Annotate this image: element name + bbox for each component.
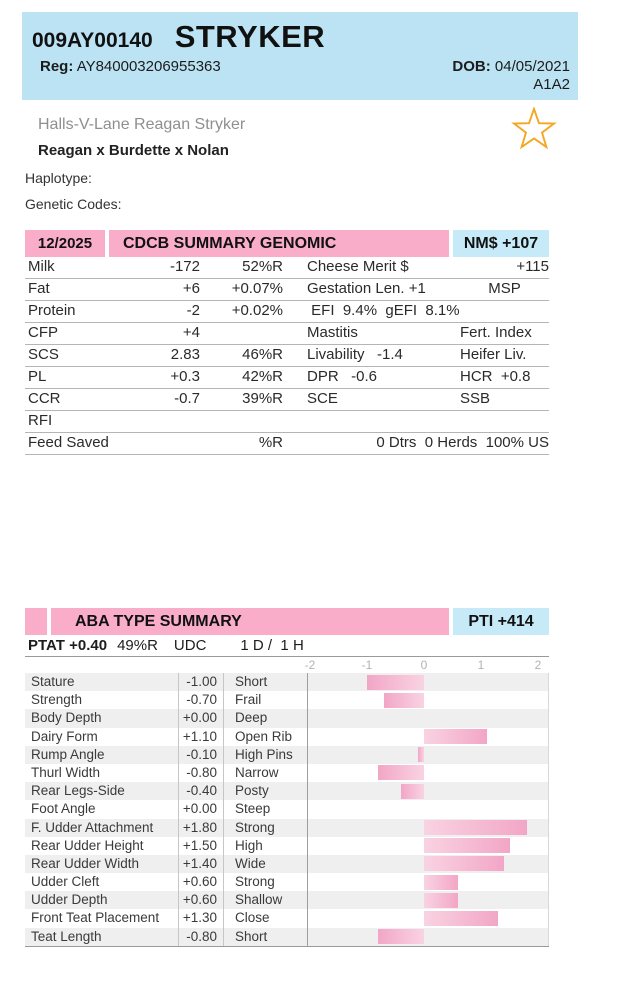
type-trait-chart-cell: [308, 764, 549, 782]
dob-value: 04/05/2021: [494, 58, 570, 75]
ptat-reliability: 49%R: [117, 637, 158, 654]
cdcb-trait-value: -0.7: [174, 390, 200, 407]
type-trait-descriptor: Close: [223, 909, 308, 927]
reg-value: AY840003206955363: [76, 58, 221, 75]
reg-label: Reg:: [40, 58, 74, 75]
cdcb-trait-label: CFP: [28, 324, 58, 341]
type-trait-row: [25, 782, 549, 800]
cdcb-table-row: [25, 411, 549, 433]
type-trait-row: [25, 691, 549, 709]
naab-code: 009AY00140: [32, 29, 153, 52]
type-trait-bar: [401, 784, 424, 799]
type-trait-row: [25, 800, 549, 818]
cdcb-trait-reliability: [200, 411, 283, 432]
cdcb-trait-value: [120, 411, 200, 432]
type-trait-descriptor: Strong: [223, 819, 308, 837]
type-trait-name: Udder Cleft: [25, 873, 179, 891]
cdcb-trait-label: RFI: [28, 412, 53, 429]
type-trait-descriptor: Frail: [223, 691, 308, 709]
axis-tick-label: -2: [304, 658, 316, 672]
type-trait-chart-cell: [308, 709, 549, 727]
type-trait-chart-cell: [308, 855, 549, 873]
type-trait-name: Rear Udder Height: [25, 837, 179, 855]
cdcb-right-cell: [460, 411, 549, 432]
haplotype-label: Haplotype:: [25, 170, 92, 186]
axis-tick-label: 1: [477, 658, 485, 672]
type-trait-value: +0.00: [182, 710, 217, 726]
type-trait-row: [25, 764, 549, 782]
type-trait-value: -0.40: [186, 783, 217, 799]
type-trait-chart-cell: [308, 746, 549, 764]
type-trait-row: [25, 909, 549, 927]
cdcb-secondary-trait: DPR -0.6: [307, 368, 378, 385]
cdcb-trait-reliability: 42%R: [242, 368, 283, 385]
identity-header: [22, 12, 578, 100]
type-trait-descriptor: Short: [223, 928, 308, 946]
type-trait-bar: [424, 820, 527, 835]
type-trait-value: +1.10: [182, 728, 217, 744]
date-of-birth: [452, 58, 570, 75]
type-trait-row: [25, 891, 549, 909]
type-trait-name: Rear Udder Width: [25, 855, 179, 873]
chart-axis: [25, 656, 549, 673]
cdcb-secondary-trait: [283, 411, 460, 432]
type-trait-bar: [384, 693, 424, 708]
cdcb-right-value: MSP: [488, 280, 521, 297]
cdcb-trait-value: +6: [182, 280, 200, 297]
cdcb-right-cell: [460, 345, 549, 366]
type-trait-chart-cell: [308, 928, 549, 946]
cdcb-right-value: Heifer Liv.: [460, 346, 527, 363]
type-trait-bar: [424, 856, 504, 871]
type-trait-name: Thurl Width: [25, 764, 179, 782]
cdcb-right-cell: [460, 257, 549, 278]
cdcb-trait-reliability: 39%R: [242, 390, 283, 407]
type-trait-value: +1.50: [182, 837, 217, 853]
type-trait-descriptor: Wide: [223, 855, 308, 873]
axis-tick-label: 2: [534, 658, 542, 672]
cdcb-right-cell: [460, 323, 549, 344]
cdcb-title: CDCB SUMMARY GENOMIC: [109, 230, 449, 257]
cdcb-right-cell: [460, 367, 549, 388]
type-trait-descriptor: Open Rib: [223, 728, 308, 746]
type-trait-chart-cell: [308, 728, 549, 746]
type-trait-descriptor: Narrow: [223, 764, 308, 782]
star-icon: [511, 107, 557, 158]
type-trait-name: Udder Depth: [25, 891, 179, 909]
cdcb-trait-label: SCS: [28, 346, 59, 363]
daughters-herds: 1 D / 1 H: [240, 637, 304, 654]
type-trait-bar: [424, 893, 458, 908]
type-trait-name: Strength: [25, 691, 179, 709]
type-trait-chart-cell: [308, 691, 549, 709]
cdcb-trait-value: +4: [182, 324, 200, 341]
type-trait-chart-cell: [308, 909, 549, 927]
cdcb-trait-label: Milk: [28, 258, 55, 275]
type-trait-descriptor: High: [223, 837, 308, 855]
type-trait-row: [25, 709, 549, 727]
cdcb-trait-value: 2.83: [170, 346, 200, 363]
cdcb-secondary-trait: SCE: [307, 390, 338, 407]
axis-tick-label: -1: [361, 658, 373, 672]
cdcb-trait-value: +0.3: [170, 368, 200, 385]
cdcb-trait-label: PL: [28, 368, 47, 385]
type-trait-bar: [424, 911, 498, 926]
type-trait-row: [25, 819, 549, 837]
type-trait-bar: [418, 747, 424, 762]
udc-label: UDC: [173, 637, 207, 654]
cdcb-right-value: +115: [516, 258, 549, 275]
sire-stack: Reagan x Burdette x Nolan: [38, 142, 229, 159]
cdcb-trait-value: -2: [186, 302, 200, 319]
cdcb-trait-value: -172: [169, 258, 200, 275]
cdcb-right-cell: [460, 389, 549, 410]
ptat-value: PTAT +0.40: [28, 637, 108, 654]
cdcb-trait-reliability: +0.02%: [231, 302, 283, 319]
genetic-codes-label: Genetic Codes:: [25, 196, 122, 212]
type-trait-value: -1.00: [186, 674, 217, 689]
cdcb-right-value: 0 Dtrs 0 Herds 100% US: [376, 434, 549, 451]
type-trait-descriptor: Strong: [223, 873, 308, 891]
type-trait-name: Dairy Form: [25, 728, 179, 746]
dob-label: DOB:: [452, 58, 491, 75]
identity-detail-row: [22, 55, 578, 75]
cdcb-table-row: [25, 257, 549, 279]
registration: [40, 58, 221, 75]
identity-title-row: [22, 12, 578, 55]
cdcb-right-cell: [460, 301, 549, 322]
cdcb-secondary-trait: Mastitis: [307, 324, 358, 341]
type-trait-row: [25, 837, 549, 855]
cdcb-trait-reliability: +0.07%: [231, 280, 283, 297]
cdcb-trait-reliability: 46%R: [242, 346, 283, 363]
type-trait-chart-cell: [308, 800, 549, 818]
type-trait-chart-cell: [308, 891, 549, 909]
aba-title: ABA TYPE SUMMARY: [51, 608, 449, 635]
animal-short-name: STRYKER: [174, 19, 326, 54]
type-trait-chart-cell: [308, 819, 549, 837]
type-trait-name: Body Depth: [25, 709, 179, 727]
type-trait-row: [25, 928, 549, 946]
type-chart-body: [25, 673, 549, 947]
type-trait-bar: [424, 838, 510, 853]
type-trait-bar: [424, 729, 487, 744]
type-trait-name: Rump Angle: [25, 746, 179, 764]
pti-badge: PTI +414: [453, 608, 549, 635]
type-trait-name: Rear Legs-Side: [25, 782, 179, 800]
type-trait-bar: [378, 929, 424, 944]
evaluation-date: 12/2025: [25, 230, 105, 257]
type-trait-descriptor: Shallow: [223, 891, 308, 909]
type-trait-bar: [424, 875, 458, 890]
cdcb-header-bar: [25, 230, 549, 257]
aba-header-mini-cell: [25, 608, 47, 635]
cdcb-table-row: [25, 301, 549, 323]
cdcb-table-row: [25, 389, 549, 411]
type-trait-descriptor: Steep: [223, 800, 308, 818]
type-trait-value: +0.00: [182, 801, 217, 817]
cdcb-secondary-trait: Gestation Len. +1: [307, 280, 426, 297]
cdcb-trait-reliability: 52%R: [242, 258, 283, 275]
type-trait-descriptor: High Pins: [223, 746, 308, 764]
cdcb-summary-section: [25, 230, 549, 455]
cdcb-right-value: HCR +0.8: [460, 368, 531, 385]
aba-header-bar: [25, 608, 549, 635]
type-trait-row: [25, 873, 549, 891]
type-trait-name: Teat Length: [25, 928, 179, 946]
cdcb-right-cell: [376, 433, 549, 454]
type-trait-name: F. Udder Attachment: [25, 819, 179, 837]
cdcb-secondary-trait: Cheese Merit $: [307, 258, 409, 275]
type-trait-row: [25, 728, 549, 746]
type-trait-bar: [367, 675, 424, 690]
cdcb-secondary-trait: EFI 9.4% gEFI 8.1%: [307, 302, 460, 319]
cdcb-right-value: SSB: [460, 390, 491, 407]
type-trait-value: +1.80: [182, 819, 217, 835]
full-registered-name: Halls-V-Lane Reagan Stryker: [38, 116, 246, 133]
cdcb-trait-reliability: %R: [258, 434, 283, 451]
cdcb-right-value: Fert. Index: [460, 324, 532, 341]
axis-tick-label: 0: [420, 658, 428, 672]
type-trait-name: Foot Angle: [25, 800, 179, 818]
cdcb-trait-label: Protein: [28, 302, 76, 319]
cdcb-secondary-trait: Livability -1.4: [307, 346, 403, 363]
type-trait-value: +0.60: [182, 892, 217, 908]
type-trait-name: Stature: [25, 673, 179, 691]
type-trait-chart-cell: [308, 673, 549, 691]
type-trait-row: [25, 673, 549, 691]
type-trait-value: -0.80: [186, 928, 217, 944]
type-trait-descriptor: Posty: [223, 782, 308, 800]
cdcb-table-row: [25, 279, 549, 301]
cdcb-table-row: [25, 323, 549, 345]
type-trait-value: +1.40: [182, 855, 217, 871]
cdcb-trait-label: Fat: [28, 280, 50, 297]
type-trait-value: -0.80: [186, 764, 217, 780]
cdcb-trait-reliability: [200, 323, 283, 344]
type-trait-chart-cell: [308, 873, 549, 891]
type-trait-value: +1.30: [182, 910, 217, 926]
type-trait-value: +0.60: [182, 874, 217, 890]
cdcb-trait-label: Feed Saved: [28, 434, 109, 451]
type-trait-descriptor: Deep: [223, 709, 308, 727]
cdcb-table-row: [25, 345, 549, 367]
beta-casein: A1A2: [533, 76, 570, 93]
type-trait-chart-cell: [308, 837, 549, 855]
type-trait-row: [25, 855, 549, 873]
cdcb-table-row: [25, 433, 549, 455]
ptat-row: [25, 635, 549, 656]
net-merit-badge: NM$ +107: [453, 230, 549, 257]
aba-type-summary-section: [25, 608, 549, 947]
cdcb-trait-label: CCR: [28, 390, 61, 407]
type-trait-value: -0.10: [186, 746, 217, 762]
cdcb-trait-value: [120, 433, 200, 454]
type-trait-descriptor: Short: [223, 673, 308, 691]
type-trait-chart-cell: [308, 782, 549, 800]
cdcb-right-cell: [460, 279, 549, 300]
type-trait-bar: [378, 765, 424, 780]
type-trait-name: Front Teat Placement: [25, 909, 179, 927]
cdcb-table-row: [25, 367, 549, 389]
type-trait-row: [25, 746, 549, 764]
type-trait-value: -0.70: [186, 692, 217, 708]
cdcb-table-body: [25, 257, 549, 455]
